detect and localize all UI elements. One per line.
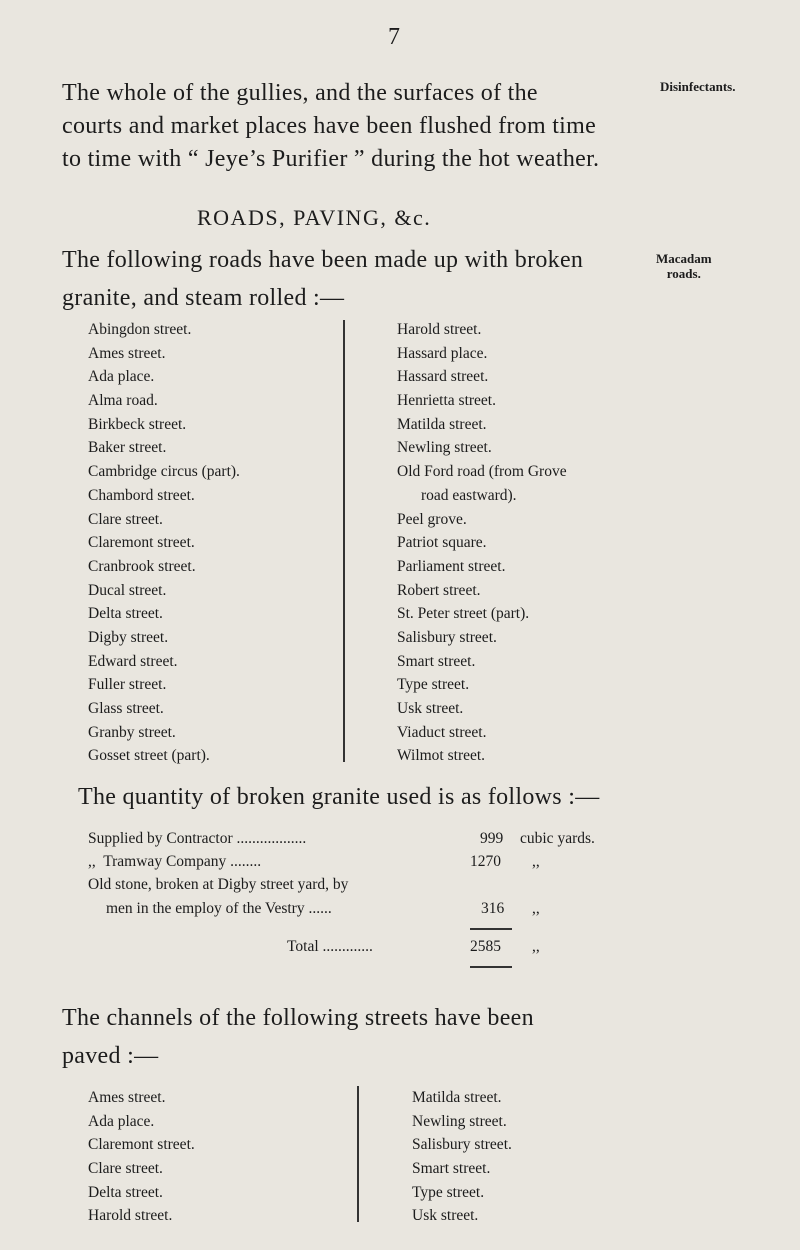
page-number: 7 bbox=[388, 24, 400, 50]
macadam-intro-line-1: The following roads have been made up with broken bbox=[62, 247, 584, 273]
list-item: Salisbury street. bbox=[412, 1136, 512, 1154]
list-item: Birkbeck street. bbox=[88, 415, 187, 433]
list-item: Ducal street. bbox=[88, 581, 167, 599]
list-item: Delta street. bbox=[88, 1183, 163, 1201]
side-note-disinfectants: Disinfectants. bbox=[660, 79, 736, 94]
intro-line-1: The whole of the gullies, and the surfaces of the bbox=[62, 80, 538, 106]
list-item: Robert street. bbox=[397, 581, 481, 599]
macadam-intro-line-2: granite, and steam rolled :— bbox=[62, 285, 345, 311]
list-item: Gosset street (part). bbox=[88, 747, 210, 765]
list-item: Delta street. bbox=[88, 605, 163, 623]
list-item: Newling street. bbox=[412, 1112, 507, 1130]
channels-intro-line-2: paved :— bbox=[62, 1043, 159, 1069]
macadam-left-column bbox=[88, 318, 240, 768]
sum-rule bbox=[470, 928, 512, 930]
list-item: Hassard place. bbox=[397, 344, 488, 362]
granite-row-unit: ,, bbox=[532, 853, 540, 870]
list-item: Alma road. bbox=[88, 392, 158, 410]
list-item: road eastward). bbox=[421, 486, 517, 504]
granite-row-unit: cubic yards. bbox=[520, 830, 595, 847]
list-item: Clare street. bbox=[88, 510, 163, 528]
column-divider bbox=[357, 1086, 359, 1222]
granite-intro: The quantity of broken granite used is as follows :— bbox=[78, 784, 600, 810]
dot-leader: .................. bbox=[232, 830, 307, 847]
list-item: Smart street. bbox=[412, 1160, 491, 1178]
intro-line-2: courts and market places have been flushed from time bbox=[62, 113, 597, 139]
list-item: Matilda street. bbox=[412, 1089, 502, 1106]
total-rule bbox=[470, 966, 512, 968]
list-item: Viaduct street. bbox=[397, 723, 487, 741]
list-item: Claremont street. bbox=[88, 1136, 195, 1154]
list-item: Harold street. bbox=[397, 321, 482, 338]
granite-row-unit: ,, bbox=[532, 900, 540, 917]
granite-row-label bbox=[88, 853, 261, 871]
intro-line-3: to time with “ Jeye’s Purifier ” during the hot weather. bbox=[62, 146, 600, 172]
list-item: Type street. bbox=[397, 676, 470, 694]
list-item: Claremont street. bbox=[88, 534, 195, 552]
list-item: Matilda street. bbox=[397, 415, 487, 433]
list-item: Chambord street. bbox=[88, 486, 195, 504]
channels-right-column bbox=[412, 1086, 512, 1228]
list-item: Digby street. bbox=[88, 628, 169, 646]
list-item: Wilmot street. bbox=[397, 747, 486, 765]
list-item: Ada place. bbox=[88, 368, 155, 386]
list-item: Old Ford road (from Grove bbox=[397, 463, 567, 481]
column-divider bbox=[343, 320, 345, 762]
channels-intro-line-1: The channels of the following streets have been bbox=[62, 1005, 534, 1031]
granite-row-text: ,, Tramway Company bbox=[88, 853, 227, 870]
list-item: Smart street. bbox=[397, 652, 476, 670]
section-heading-roads: ROADS, PAVING, &c. bbox=[197, 205, 432, 230]
granite-row-label: Old stone, broken at Digby street yard, by bbox=[88, 876, 349, 893]
granite-total-unit: ,, bbox=[532, 938, 540, 955]
list-item: Newling street. bbox=[397, 439, 492, 457]
list-item: Edward street. bbox=[88, 652, 178, 670]
granite-row-value: 1270 bbox=[470, 853, 501, 870]
macadam-right-column bbox=[397, 318, 567, 768]
list-item: Type street. bbox=[412, 1183, 485, 1201]
list-item: Henrietta street. bbox=[397, 392, 496, 410]
list-item: Baker street. bbox=[88, 439, 167, 457]
list-item: Ames street. bbox=[88, 1089, 166, 1106]
list-item: Clare street. bbox=[88, 1160, 163, 1178]
side-note-macadam-line-1: Macadam bbox=[656, 251, 712, 266]
granite-row-label bbox=[106, 900, 332, 918]
list-item: Ada place. bbox=[88, 1112, 155, 1130]
dot-leader: ...... bbox=[304, 900, 332, 917]
list-item: Usk street. bbox=[397, 700, 464, 717]
dot-leader: ........ bbox=[226, 853, 262, 870]
dot-leader: ............. bbox=[318, 938, 373, 955]
granite-row-text: men in the employ of the Vestry bbox=[106, 900, 305, 917]
list-item: Glass street. bbox=[88, 700, 164, 717]
granite-total-value: 2585 bbox=[470, 938, 501, 955]
list-item: Peel grove. bbox=[397, 510, 467, 528]
list-item: Harold street. bbox=[88, 1207, 173, 1225]
list-item: Ames street. bbox=[88, 344, 166, 362]
list-item: Fuller street. bbox=[88, 676, 167, 694]
list-item: Salisbury street. bbox=[397, 628, 497, 646]
list-item: Cranbrook street. bbox=[88, 557, 196, 575]
granite-row-text: Supplied by Contractor bbox=[88, 830, 233, 847]
list-item: St. Peter street (part). bbox=[397, 605, 530, 623]
list-item: Usk street. bbox=[412, 1207, 479, 1225]
granite-row-value: 999 bbox=[480, 830, 504, 847]
side-note-macadam-line-2: roads. bbox=[666, 266, 701, 281]
side-note-macadam bbox=[656, 251, 712, 281]
list-item: Hassard street. bbox=[397, 368, 489, 386]
granite-total-label bbox=[287, 938, 373, 956]
channels-left-column bbox=[88, 1086, 195, 1228]
granite-row-label bbox=[88, 830, 306, 848]
list-item: Abingdon street. bbox=[88, 321, 192, 338]
granite-row-value: 316 bbox=[481, 900, 505, 917]
list-item: Granby street. bbox=[88, 723, 176, 741]
list-item: Parliament street. bbox=[397, 557, 506, 575]
list-item: Patriot square. bbox=[397, 534, 487, 552]
total-text: Total bbox=[287, 938, 319, 955]
list-item: Cambridge circus (part). bbox=[88, 463, 240, 481]
